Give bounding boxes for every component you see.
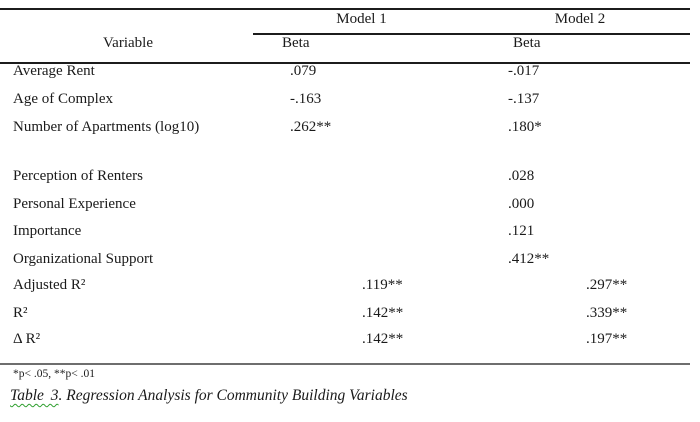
column-header-beta-model2: Beta [513, 35, 541, 51]
table-row [0, 118, 700, 137]
table-row-statistic [0, 330, 700, 349]
row-label: Δ R² [13, 331, 41, 347]
beta-value-model2: -.017 [508, 63, 540, 79]
table-row [0, 222, 700, 241]
row-label: Average Rent [13, 63, 95, 79]
row-label: Importance [13, 223, 82, 239]
column-header-model2: Model 2 [554, 11, 606, 27]
table-caption-text: . Regression Analysis for Community Building Variables [58, 387, 408, 404]
table-caption-number: Table 3 [10, 387, 59, 404]
table-caption [10, 386, 408, 406]
row-label: Perception of Renters [13, 168, 143, 184]
row-label: Number of Apartments (log10) [13, 119, 200, 135]
stat-value-model1: .119** [362, 277, 403, 293]
table-bottom-rule [0, 363, 690, 365]
stat-value-model2: .297** [586, 277, 628, 293]
row-label: Age of Complex [13, 91, 113, 107]
beta-value-model2: .180* [508, 119, 542, 135]
significance-footnote: *p< .05, **p< .01 [13, 368, 95, 380]
beta-value-model1: .079 [290, 63, 317, 79]
table-row [0, 62, 700, 81]
column-header-variable: Variable [103, 35, 153, 51]
beta-value-model2: .028 [508, 168, 535, 184]
stat-value-model2: .339** [586, 305, 628, 321]
model-header-rule [253, 33, 690, 35]
column-header-model1: Model 1 [336, 11, 387, 27]
row-label: Adjusted R² [13, 277, 86, 293]
beta-value-model2: .121 [508, 223, 535, 239]
table-row [0, 195, 700, 214]
beta-value-model2: .000 [508, 196, 535, 212]
beta-value-model1: -.163 [290, 91, 322, 107]
stat-value-model2: .197** [586, 331, 628, 347]
table-row-statistic [0, 304, 700, 323]
beta-value-model2: -.137 [508, 91, 540, 107]
row-label: Organizational Support [13, 251, 154, 267]
stat-value-model1: .142** [362, 305, 404, 321]
table-row [0, 90, 700, 109]
table-row [0, 250, 700, 269]
table-row-statistic [0, 276, 700, 295]
stat-value-model1: .142** [362, 331, 404, 347]
row-label: R² [13, 305, 28, 321]
beta-value-model1: .262** [290, 119, 332, 135]
table-row [0, 167, 700, 186]
beta-value-model2: .412** [508, 251, 550, 267]
column-header-beta-model1: Beta [282, 35, 310, 51]
row-label: Personal Experience [13, 196, 136, 212]
